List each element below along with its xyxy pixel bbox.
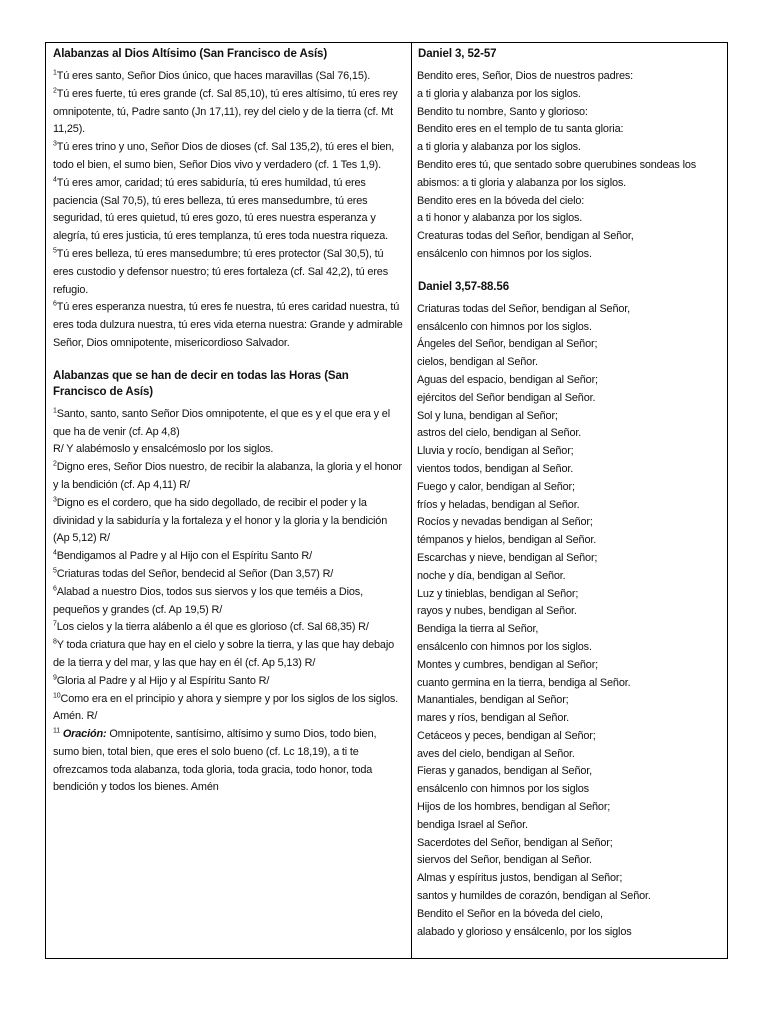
verse-number: 10 (53, 691, 61, 699)
verse-line: a ti gloria y alabanza por los siglos. (417, 141, 581, 154)
verse-line: Creaturas todas del Señor, bendigan al Señor, (417, 230, 634, 243)
verse-line: ensálcenlo con himnos por los siglos. (417, 247, 592, 260)
left-column (46, 43, 412, 958)
verse-paragraph (53, 584, 405, 620)
verse-line: mares y ríos, bendigan al Señor. (417, 712, 569, 725)
verse-line: Hijos de los hombres, bendigan al Señor; (417, 801, 611, 814)
verse-text: Tú eres santo, Señor Dios único, que haces maravillas (Sal 76,15). (56, 70, 371, 82)
daniel-57-88-title: Daniel 3,57-88.56 (418, 280, 509, 293)
verse-line: noche y día, bendigan al Señor. (417, 569, 566, 582)
verse-text: Tú eres amor, caridad; tú eres sabiduría, tú eres humildad, tú eres paciencia (Sal 70,5), tú eres belleza, tú eres mansedumbre, tú eres seguridad, tú eres quietud, tú eres gozo, tú eres nuestra esperanza y alegría, tú eres justicia, tú eres templanza, tú eres toda nuestra riqueza. (53, 176, 389, 243)
verse-line: siervos del Señor, bendigan al Señor. (417, 854, 592, 867)
verse-line: fríos y heladas, bendigan al Señor. (417, 498, 580, 511)
verse-line: alabado y glorioso y ensálcenlo, por los siglos (417, 925, 632, 938)
two-column-table (45, 42, 728, 959)
verse-text: Tú eres trino y uno, Señor Dios de dioses (cf. Sal 135,2), tú eres el bien, todo el bien, el sumo bien, Señor Dios vivo y verdadero (cf. 1 Tes 1,9). (53, 141, 395, 171)
verse-paragraph (53, 86, 405, 139)
right-column (412, 43, 727, 958)
verse-text: Criaturas todas del Señor, bendecid al Señor (Dan 3,57) R/ (56, 567, 334, 580)
verse-paragraph (53, 566, 405, 584)
verse-number: 5 (53, 247, 57, 255)
verse-paragraph (53, 637, 405, 673)
verse-text: Digno es el cordero, que ha sido degollado, de recibir el poder y la divinidad y la sabiduría y la fortaleza y el honor y la gloria y la bendición (Ap 5,12) R/ (53, 496, 388, 545)
daniel-52-57-title: Daniel 3, 52-57 (418, 48, 497, 60)
verse-text: R/ Y alabémoslo y ensalcémoslo por los siglos. (53, 443, 274, 456)
verse-line: Sol y luna, bendigan al Señor; (417, 409, 558, 422)
prayer-text: Omnipotente, santísimo, altísimo y sumo Dios, todo bien, sumo bien, total bien, que eres el solo bueno (cf. Lc 18,19), a ti te ofrezcamos toda alabanza, toda gloria, toda gracia, todo honor, toda bendición y todos los bienes. Amén (53, 728, 377, 794)
verse-number: 3 (53, 496, 57, 504)
verse-line: Lluvia y rocío, bendigan al Señor; (417, 445, 574, 458)
verse-line: Rocíos y nevadas bendigan al Señor; (417, 516, 593, 529)
verse-line: ejércitos del Señor bendigan al Señor. (417, 391, 596, 404)
verse-paragraph (53, 406, 405, 442)
verse-text: Alabad a nuestro Dios, todos sus siervos y los que teméis a Dios, pequeños y grandes (cf. Ap 19,5) R/ (53, 585, 363, 616)
verse-number: 11 (53, 727, 60, 735)
verse-line: Ángeles del Señor, bendigan al Señor; (417, 338, 598, 351)
verse-line: vientos todos, bendigan al Señor. (417, 462, 574, 475)
verse-paragraph (53, 68, 405, 86)
verse-paragraph (53, 619, 405, 637)
verse-line: a ti honor y alabanza por los siglos. (417, 212, 583, 225)
verse-text: Como era en el principio y ahora y siempre y por los siglos de los siglos. Amén. R/ (53, 692, 399, 723)
verse-text: Santo, santo, santo Señor Dios omnipotente, el que es y el que era y el que ha de venir (cf. Ap 4,8) (53, 407, 390, 438)
verse-line: Bendito tu nombre, Santo y glorioso: (417, 105, 588, 118)
verse-text: Digno eres, Señor Dios nuestro, de recibir la alabanza, la gloria y el honor y la bendición (cf. Ap 4,11) R/ (53, 461, 402, 491)
praises-list (52, 68, 405, 353)
verse-line: ensálcenlo con himnos por los siglos. (417, 640, 592, 653)
daniel-52-57-verses (417, 68, 721, 264)
verse-line: astros del cielo, bendigan al Señor. (417, 427, 582, 440)
verse-line: Cetáceos y peces, bendigan al Señor; (417, 729, 596, 742)
verse-paragraph (53, 299, 405, 352)
verse-paragraph (53, 139, 405, 175)
verse-line: bendiga Israel al Señor. (417, 818, 528, 831)
verse-number: 4 (53, 549, 57, 557)
verse-number: 2 (53, 460, 57, 468)
verse-number: 6 (53, 300, 57, 308)
daniel-57-88-verses (417, 301, 721, 942)
praises-title: Alabanzas al Dios Altísimo (San Francisco de Asís) (53, 48, 328, 60)
verse-line: Sacerdotes del Señor, bendigan al Señor; (417, 836, 613, 849)
verse-number: 7 (53, 620, 57, 628)
verse-number: 5 (53, 567, 57, 575)
verse-line: Bendito el Señor en la bóveda del cielo, (417, 907, 603, 920)
verse-text: Tú eres belleza, tú eres mansedumbre; tú eres protector (Sal 30,5), tú eres custodio y defensor nuestro; tú eres fortaleza (cf. Sal 42,2), tú eres refugio. (53, 247, 389, 296)
verse-line: Luz y tinieblas, bendigan al Señor; (417, 587, 579, 600)
verse-line: ensálcenlo con himnos por los siglos (417, 783, 589, 796)
verse-line: témpanos y hielos, bendigan al Señor. (417, 534, 597, 547)
verse-text: Tú eres fuerte, tú eres grande (cf. Sal 85,10), tú eres altísimo, tú eres rey omnipotente, tú, Padre santo (Jn 17,11), rey del cielo y de la tierra (cf. Mt 11,25). (53, 87, 398, 136)
verse-line: Aguas del espacio, bendigan al Señor; (417, 373, 598, 386)
verse-paragraph (53, 246, 405, 299)
verse-paragraph (53, 673, 405, 691)
verse-number: 3 (53, 140, 57, 148)
verse-line: Bendito eres en la bóveda del cielo: (417, 194, 585, 207)
verse-number: 1 (53, 407, 57, 415)
verse-line: Escarchas y nieve, bendigan al Señor; (417, 551, 598, 564)
verse-line: cuanto germina en la tierra, bendiga al Señor. (417, 676, 631, 689)
verse-line: Montes y cumbres, bendigan al Señor; (417, 658, 599, 671)
verse-text: Gloria al Padre y al Hijo y al Espíritu Santo R/ (56, 674, 270, 687)
prayer-label: Oración: (62, 728, 107, 741)
verse-number: 2 (53, 87, 57, 95)
verse-paragraph (53, 175, 405, 246)
verse-line: abismos: a ti gloria y alabanza por los siglos. (417, 176, 627, 189)
prayer-paragraph (53, 726, 405, 797)
verse-line: Bendito eres en el templo de tu santa gloria: (417, 123, 624, 136)
verse-line: cielos, bendigan al Señor. (417, 356, 538, 369)
verse-text: Bendigamos al Padre y al Hijo con el Espíritu Santo R/ (56, 550, 312, 563)
verse-line: Manantiales, bendigan al Señor; (417, 694, 569, 707)
verse-text: Tú eres esperanza nuestra, tú eres fe nuestra, tú eres caridad nuestra, tú eres toda dulzura nuestra, tú eres vida eterna nuestra: Grande y admirable Señor, Dios omnipotente, misericordioso Salvador. (53, 301, 403, 349)
verse-number: 6 (53, 585, 57, 593)
verse-line: aves del cielo, bendigan al Señor. (417, 747, 575, 760)
verse-paragraph (53, 548, 405, 566)
hours-title: Alabanzas que se han de decir en todas las Horas (San Francisco de Asís) (53, 369, 349, 398)
verse-line: Bendito eres, Señor, Dios de nuestros padres: (417, 70, 634, 82)
verse-line: santos y humildes de corazón, bendigan al Señor. (417, 890, 651, 903)
verse-number: 8 (53, 638, 57, 646)
verse-line: Bendiga la tierra al Señor, (417, 623, 539, 636)
verse-text: Y toda criatura que hay en el cielo y sobre la tierra, y las que hay debajo de la tierra y del mar, y las que hay en él (cf. Ap 5,13) R/ (53, 639, 395, 669)
verse-line: Fuego y calor, bendigan al Señor; (417, 480, 575, 493)
verse-line: Criaturas todas del Señor, bendigan al Señor, (417, 302, 631, 315)
verse-line: rayos y nubes, bendigan al Señor. (417, 605, 577, 618)
hours-list (52, 406, 405, 726)
verse-line: ensálcenlo con himnos por los siglos. (417, 320, 592, 333)
verse-paragraph (53, 441, 405, 459)
verse-line: Bendito eres tú, que sentado sobre querubines sondeas los (417, 158, 697, 171)
verse-line: Almas y espíritus justos, bendigan al Señor; (417, 872, 623, 885)
verse-number: 4 (53, 176, 57, 184)
verse-line: Fieras y ganados, bendigan al Señor, (417, 765, 593, 778)
verse-paragraph (53, 495, 405, 548)
verse-paragraph (53, 459, 405, 495)
verse-paragraph (53, 691, 405, 727)
verse-line: a ti gloria y alabanza por los siglos. (417, 87, 581, 100)
verse-number: 9 (53, 674, 57, 682)
verse-number: 1 (53, 69, 57, 77)
verse-text: Los cielos y la tierra alábenlo a él que es glorioso (cf. Sal 68,35) R/ (56, 621, 369, 634)
